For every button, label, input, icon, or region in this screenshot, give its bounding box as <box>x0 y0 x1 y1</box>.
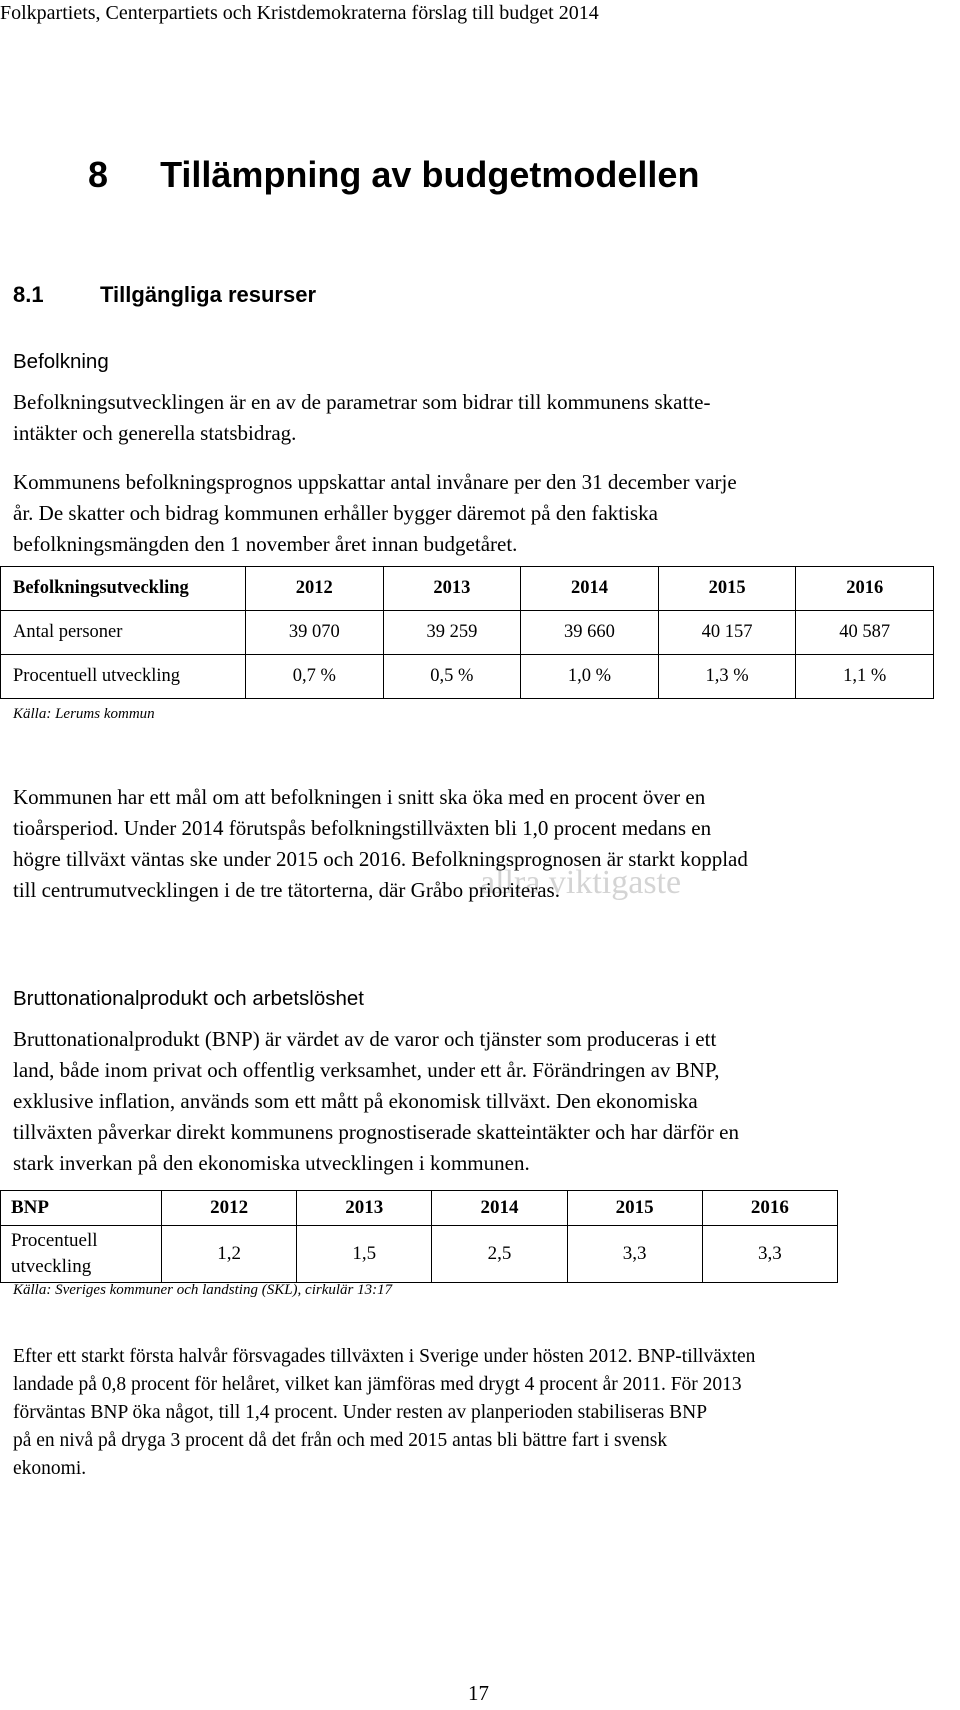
table-header-cell: 2014 <box>432 1191 567 1226</box>
table-header-row <box>1 567 934 611</box>
gdp-table <box>0 1190 838 1283</box>
gdp-paragraph-1: Bruttonationalprodukt (BNP) är värdet av de varor och tjänster som produceras i ett land, både inom privat och offentlig verksamhet, under ett år. Förändringen av BNP, exklusive inflation, används som ett mått på ekonomisk tillväxt. Den ekonomiska tillväxten påverkar direkt kommunens prognostiserade skatteintäkter och har därför en stark inverkan på den ekonomiska utvecklingen i kommunen. <box>13 1027 739 1175</box>
running-header: Folkpartiets, Centerpartiets och Kristdemokraterna förslag till budget 2014 <box>0 2 599 24</box>
table-header-cell: 2015 <box>567 1191 702 1226</box>
watermark-text: allra viktigaste <box>480 864 682 901</box>
section-number: 8.1 <box>13 282 44 307</box>
table-cell: 39 660 <box>521 611 659 655</box>
population-paragraph-2: Kommunens befolkningsprognos uppskattar antal invånare per den 31 december varje år. De skatter och bidrag kommunen erhåller bygger däremot på den faktiska befolkningsmängden den 1 november året innan budgetåret. <box>13 470 737 556</box>
gdp-heading: Bruttonationalprodukt och arbetslöshet <box>13 987 365 1010</box>
table-header-cell: Befolkningsutveckling <box>1 567 246 611</box>
table-cell: 39 070 <box>246 611 384 655</box>
table-header-cell: 2012 <box>246 567 384 611</box>
section-title: Tillgängliga resurser <box>100 282 317 307</box>
gdp-table-source: Källa: Sveriges kommuner och landsting (SKL), cirkulär 13:17 <box>13 1282 393 1298</box>
table-cell: 1,3 % <box>658 655 796 699</box>
table-cell: 2,5 <box>432 1226 567 1283</box>
table-cell: Antal personer <box>1 611 246 655</box>
gdp-paragraph-2: Efter ett starkt första halvår försvagades tillväxten i Sverige under hösten 2012. BNP-tillväxten landade på 0,8 procent för helåret, vilket kan jämföras med drygt 4 procent år 2011. För 2013 förväntas BNP öka något, till 1,4 procent. Under resten av planperioden stabiliseras BNP på en nivå på dryga 3 procent då det från och med 2015 antas bli bättre fart i svensk ekonomi. <box>13 1346 756 1479</box>
table-cell: 0,7 % <box>246 655 384 699</box>
table-header-cell: 2013 <box>297 1191 432 1226</box>
population-heading: Befolkning <box>13 350 109 373</box>
page-number: 17 <box>468 1681 489 1705</box>
table-header-cell: 2016 <box>702 1191 837 1226</box>
population-table-source: Källa: Lerums kommun <box>13 706 155 722</box>
table-header-cell: 2012 <box>162 1191 297 1226</box>
table-row <box>1 655 934 699</box>
chapter-title: Tillämpning av budgetmodellen <box>160 154 700 195</box>
table-cell: 1,0 % <box>521 655 659 699</box>
population-paragraph-1: Befolkningsutvecklingen är en av de parametrar som bidrar till kommunens skatte- intäkter och generella statsbidrag. <box>13 390 711 445</box>
table-cell: 1,1 % <box>796 655 934 699</box>
table-cell: 0,5 % <box>383 655 521 699</box>
table-header-row <box>1 1191 838 1226</box>
table-cell: 1,2 <box>162 1226 297 1283</box>
table-cell: 3,3 <box>567 1226 702 1283</box>
chapter-heading <box>88 154 699 196</box>
table-cell: Procentuell utveckling <box>1 1226 162 1283</box>
table-header-cell: BNP <box>1 1191 162 1226</box>
table-cell: Procentuell utveckling <box>1 655 246 699</box>
population-table <box>0 566 934 699</box>
table-cell: 1,5 <box>297 1226 432 1283</box>
table-header-cell: 2013 <box>383 567 521 611</box>
table-cell: 39 259 <box>383 611 521 655</box>
population-paragraph-3: Kommunen har ett mål om att befolkningen i snitt ska öka med en procent över en tioårsperiod. Under 2014 förutspås befolkningstillväxten bli 1,0 procent medans en högre tillväxt väntas ske under 2015 och 2016. Befolkningsprognosen är starkt kopplad till centrumutvecklingen i de tre tätorterna, där Gråbo prioriteras. <box>13 785 748 902</box>
table-row <box>1 1226 838 1283</box>
table-row <box>1 611 934 655</box>
chapter-number: 8 <box>88 154 109 195</box>
table-header-cell: 2016 <box>796 567 934 611</box>
table-header-cell: 2015 <box>658 567 796 611</box>
table-cell: 3,3 <box>702 1226 837 1283</box>
table-cell: 40 157 <box>658 611 796 655</box>
table-header-cell: 2014 <box>521 567 659 611</box>
table-cell: 40 587 <box>796 611 934 655</box>
